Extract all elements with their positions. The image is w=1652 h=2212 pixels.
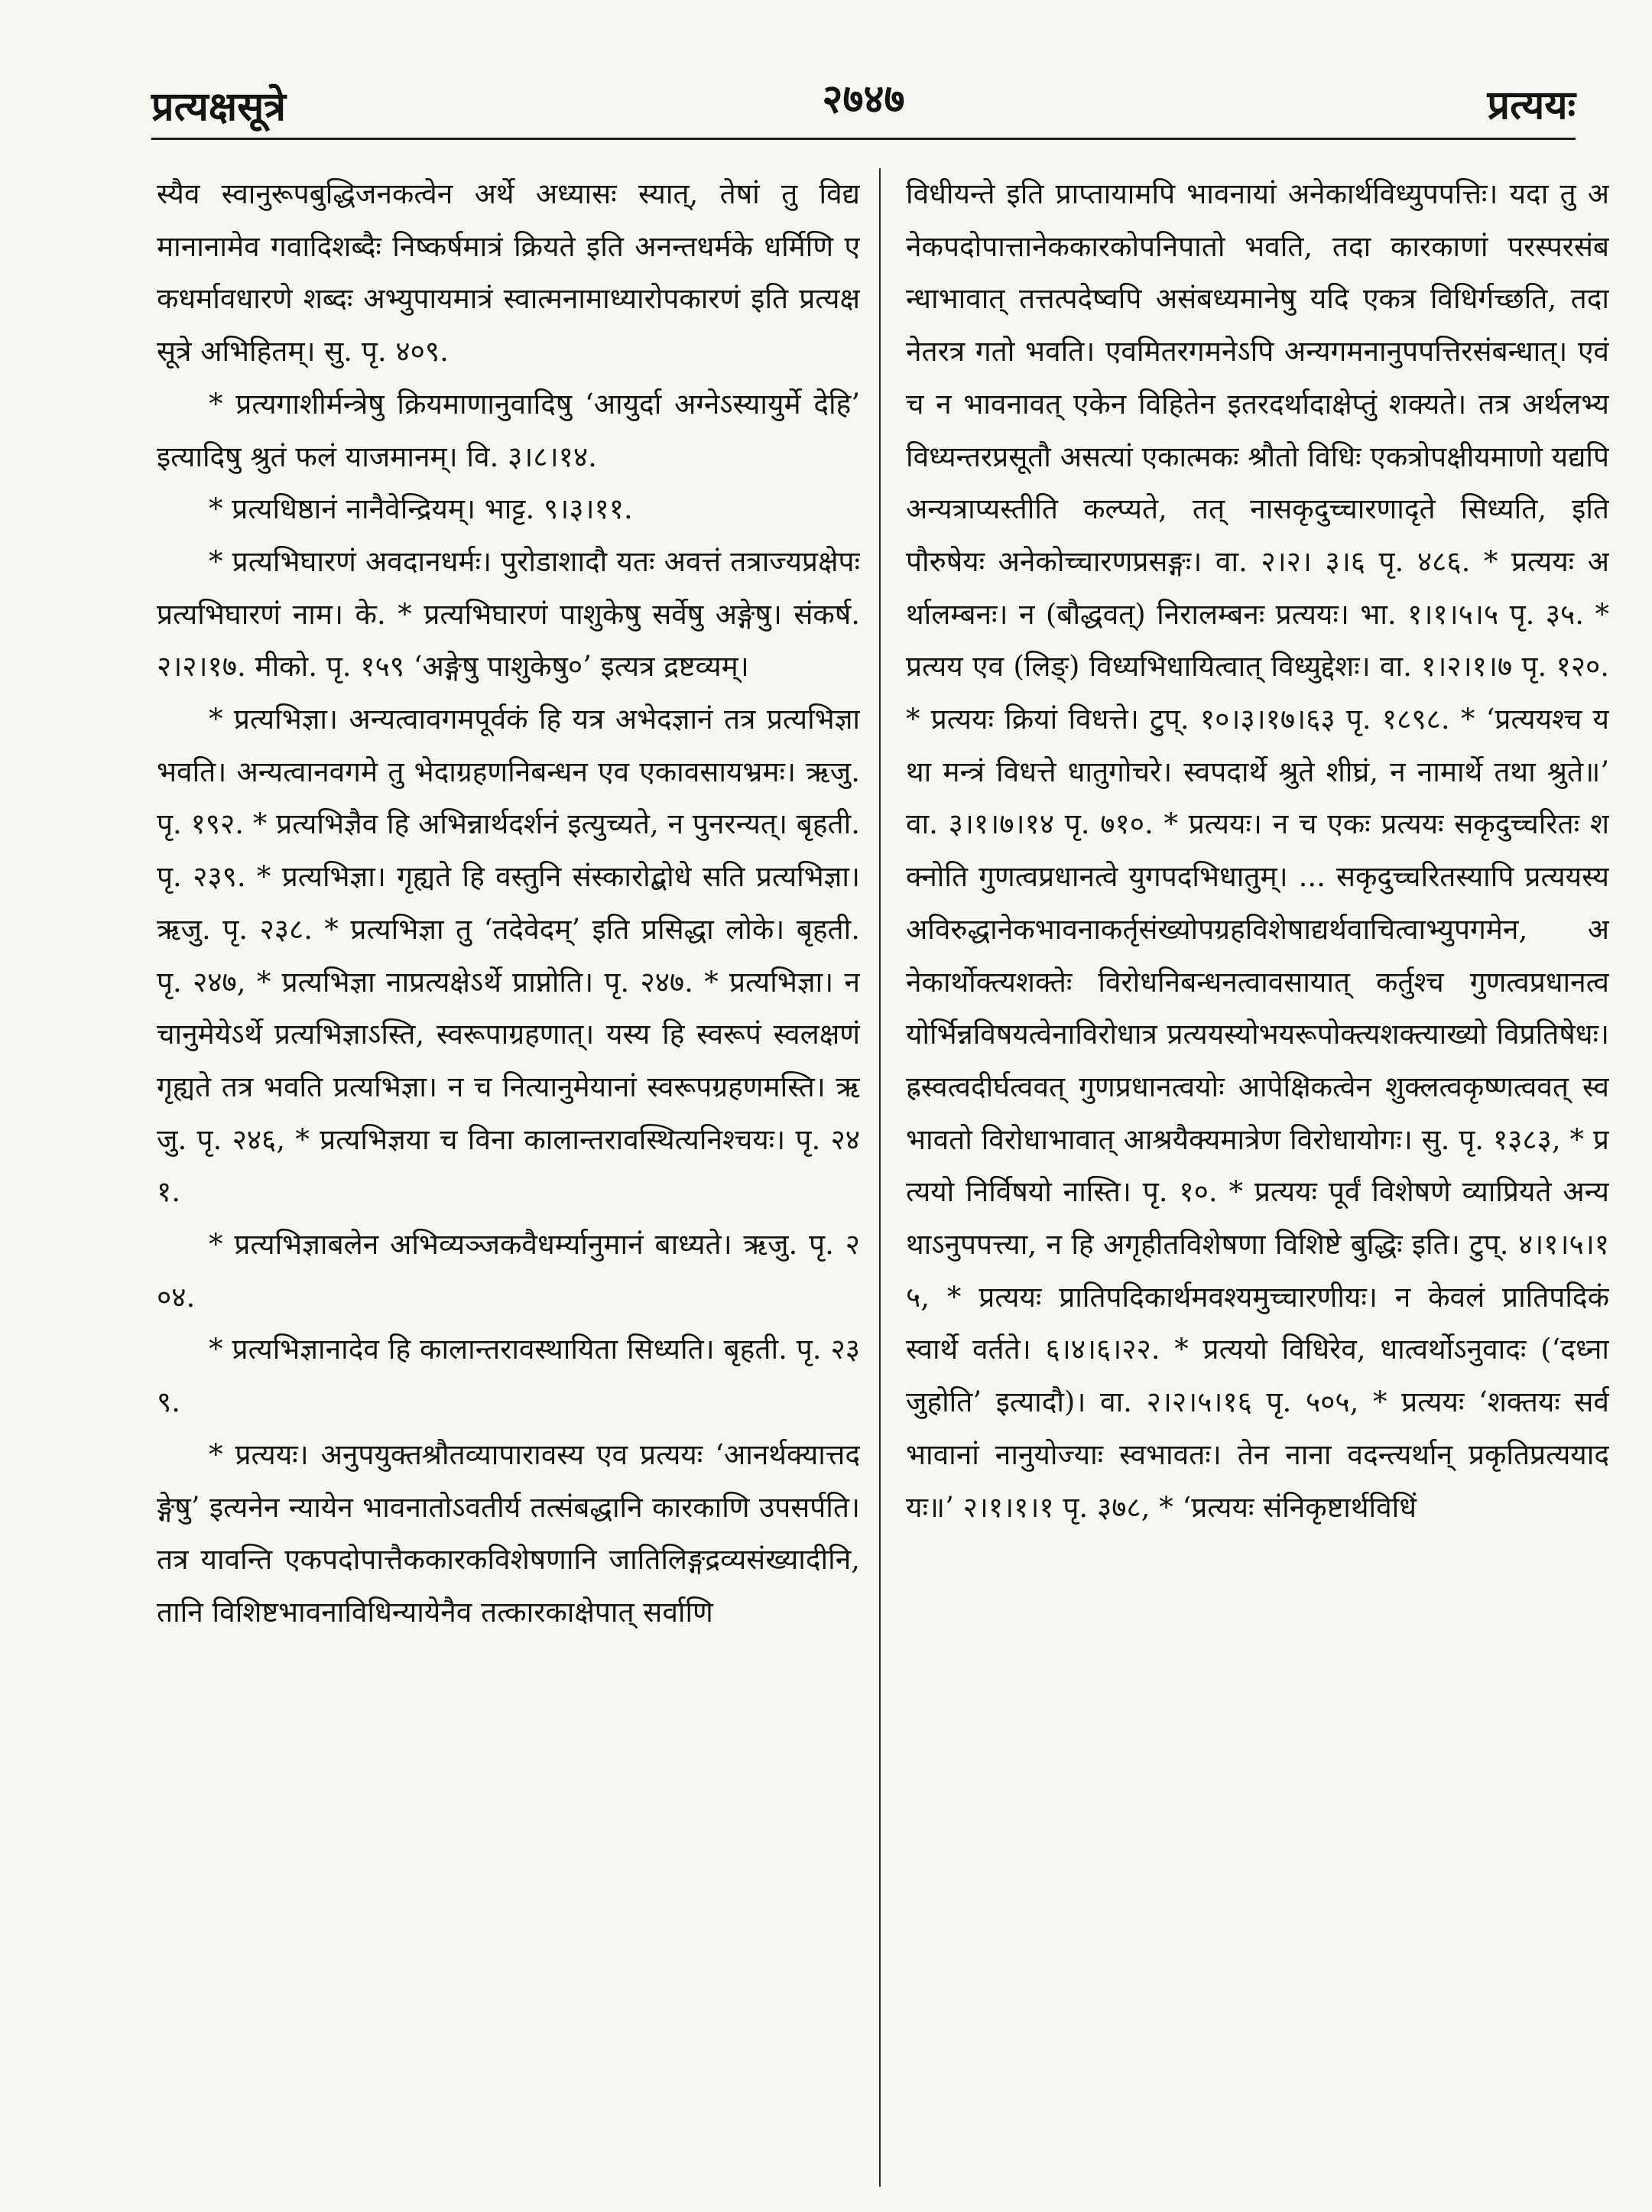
left-paragraph: * प्रत्यभिघारणं अवदानधर्मः। पुरोडाशादौ यतः अवत्तं तत्राज्यप्रक्षेपः प्रत्यभिघारणं नाम। के. * प्रत्यभिघारणं पाशुकेषु सर्वेषु अङ्गेषु। संकर्ष. २।२।१७. मीको. पृ. १५९ ‘अङ्गेषु पाशुकेषु०’ इत्यत्र द्रष्टव्यम्। bbox=[157, 544, 860, 684]
left-paragraph: स्यैव स्वानुरूपबुद्धिजनकत्वेन अर्थे अध्यासः स्यात्, तेषां तु विद्यमानानामेव गवादिशब्दैः निष्कर्षमात्रं क्रियते इति अनन्तधर्मके धर्मिणि एकधर्मावधारणे शब्दः अभ्युपायमात्रं स्वात्मनामाध्यारोपकारणं इति प्रत्यक्षसूत्रे अभिहितम्। सु. पृ. ४०९. bbox=[157, 177, 860, 369]
left-column bbox=[157, 168, 860, 2187]
right-column bbox=[906, 168, 1609, 2187]
left-paragraph: * प्रत्यभिज्ञा। अन्यत्वावगमपूर्वकं हि यत्र अभेदज्ञानं तत्र प्रत्यभिज्ञा भवति। अन्यत्वानवगमे तु भेदाग्रहणनिबन्धन एव एकावसायभ्रमः। ऋजु. पृ. १९२. * प्रत्यभिज्ञैव हि अभिन्नार्थदर्शनं इत्युच्यते, न पुनरन्यत्। बृहती. पृ. २३९. * प्रत्यभिज्ञा। गृह्यते हि वस्तुनि संस्कारोद्बोधे सति प्रत्यभिज्ञा। ऋजु. पृ. २३८. * प्रत्यभिज्ञा तु ‘तदेवेदम्’ इति प्रसिद्धा लोके। बृहती. पृ. २४७, * प्रत्यभिज्ञा नाप्रत्यक्षेऽर्थे प्राप्नोति। पृ. २४७. * प्रत्यभिज्ञा। न चानुमेयेऽर्थे प्रत्यभिज्ञाऽस्ति, स्वरूपाग्रहणात्। यस्य हि स्वरूपं स्वलक्षणं गृह्यते तत्र भवति प्रत्यभिज्ञा। न च नित्यानुमेयानां स्वरूपग्रहणमस्ति। ऋजु. पृ. २४६, * प्रत्यभिज्ञया च विना कालान्तरावस्थित्यनिश्चयः। पृ. २४१. bbox=[157, 703, 860, 1209]
left-paragraph: * प्रत्यधिष्ठानं नानैवेन्द्रियम्। भाट्ट. ९।३।११. bbox=[209, 492, 633, 526]
left-paragraph: * प्रत्यभिज्ञाबलेन अभिव्यञ्जकवैधर्म्यानुमानं बाध्यते। ऋजु. पृ. २०४. bbox=[157, 1228, 860, 1314]
left-paragraph: * प्रत्ययः। अनुपयुक्तश्रौतव्यापारावस्य एव प्रत्ययः ‘आनर्थक्यात्तदङ्गेषु’ इत्यनेन न्यायेन भावनातोऽवतीर्य तत्संबद्धानि कारकाणि उपसर्पति। तत्र यावन्ति एकपदोपात्तैककारकविशेषणानि जातिलिङ्गद्रव्यसंख्यादीनि, तानि विशिष्टभावनाविधिन्यायेनैव तत्कारकाक्षेपात् सर्वाणि bbox=[157, 1437, 860, 1629]
page-number: २७४७ bbox=[822, 76, 905, 122]
right-paragraph: विधीयन्ते इति प्राप्तायामपि भावनायां अनेकार्थविध्युपपत्तिः। यदा तु अनेकपदोपात्तानेककारकोपनिपातो भवति, तदा कारकाणां परस्परसंबन्धाभावात् तत्तत्पदेष्वपि असंबध्यमानेषु यदि एकत्र विधिर्गच्छति, तदा नेतरत्र गतो भवति। एवमितरगमनेऽपि अन्यगमनानुपपत्तिरसंबन्धात्। एवं च न भावनावत् एकेन विहितेन इतरदर्थादाक्षेप्तुं शक्यते। तत्र अर्थलभ्यविध्यन्तरप्रसूतौ असत्यां एकात्मकः श्रौतो विधिः एकत्रोपक्षीयमाणो यद्यपि अन्यत्राप्यस्तीति कल्प्यते, तत् नासकृदुच्चारणादृते सिध्यति, इति पौरुषेयः अनेकोच्चारणप्रसङ्गः। वा. २।२। ३।६ पृ. ४८६. * प्रत्ययः अर्थालम्बनः। न (बौद्धवत्) निरालम्बनः प्रत्ययः। भा. १।१।५।५ पृ. ३५. * प्रत्यय एव (लिङ्) विध्यभिधायित्वात् विध्युद्देशः। वा. १।२।१।७ पृ. १२०. * प्रत्ययः क्रियां विधत्ते। टुप्. १०।३।१७।६३ पृ. १८९८. * ‘प्रत्ययश्च यथा मन्त्रं विधत्ते धातुगोचरे। स्वपदार्थे श्रुते शीघ्रं, न नामार्थे तथा श्रुते॥’ वा. ३।१।७।१४ पृ. ७१०. * प्रत्ययः। न च एकः प्रत्ययः सकृदुच्चरितः शक्नोति गुणत्वप्रधानत्वे युगपदभिधातुम्। ... सकृदुच्चरितस्यापि प्रत्ययस्य अविरुद्धानेकभावनाकर्तृसंख्योपग्रहविशेषाद्यर्थवाचित्वाभ्युपगमेन, अनेकार्थोक्त्यशक्तेः विरोधनिबन्धनत्वावसायात् कर्तुश्च गुणत्वप्रधानत्वयोर्भिन्नविषयत्वेनाविरोधात्र प्रत्ययस्योभयरूपोक्त्यशक्त्याख्यो विप्रतिषेधः। ह्रस्वत्वदीर्घत्ववत् गुणप्रधानत्वयोः आपेक्षिकत्वेन शुक्लत्वकृष्णत्ववत् स्वभावतो विरोधाभावात् आश्रयैक्यमात्रेण विरोधायोगः। सु. पृ. १३८३, * प्रत्ययो निर्विषयो नास्ति। पृ. १०. * प्रत्ययः पूर्वं विशेषणे व्याप्रियते अन्यथाऽनुपपत्त्या, न हि अगृहीतविशेषणा विशिष्टे बुद्धिः इति। टुप्. ४।१।५।१५, * प्रत्ययः प्रातिपदिकार्थमवश्यमुच्चारणीयः। न केवलं प्रातिपदिकं स्वार्थे वर्तते। ६।४।६।२२. * प्रत्ययो विधिरेव, धात्वर्थोऽनुवादः (‘दध्ना जुहोति’ इत्यादौ)। वा. २।२।५।१६ पृ. ५०५, * प्रत्ययः ‘शक्तयः सर्वभावानां नानुयोज्याः स्वभावतः। तेन नाना वदन्त्यर्थान् प्रकृतिप्रत्ययादयः॥’ २।१।१।१ पृ. ३७८, * ‘प्रत्ययः संनिकृष्टार्थविधिं bbox=[906, 177, 1609, 1524]
header-rule bbox=[151, 138, 1576, 140]
running-head-right: प्रत्ययः bbox=[1487, 82, 1576, 128]
running-head-left: प्रत्यक्षसूत्रे bbox=[151, 83, 286, 130]
left-paragraph: * प्रत्यगाशीर्मन्त्रेषु क्रियमाणानुवादिषु ‘आयुर्दा अग्नेऽस्यायुर्मे देहि’ इत्यादिषु श्रुतं फलं याजमानम्। वि. ३।८।१४. bbox=[157, 387, 860, 473]
running-head bbox=[151, 70, 1576, 132]
left-paragraph: * प्रत्यभिज्ञानादेव हि कालान्तरावस्थायिता सिध्यति। बृहती. पृ. २३९. bbox=[157, 1333, 860, 1419]
column-divider bbox=[879, 168, 881, 2187]
